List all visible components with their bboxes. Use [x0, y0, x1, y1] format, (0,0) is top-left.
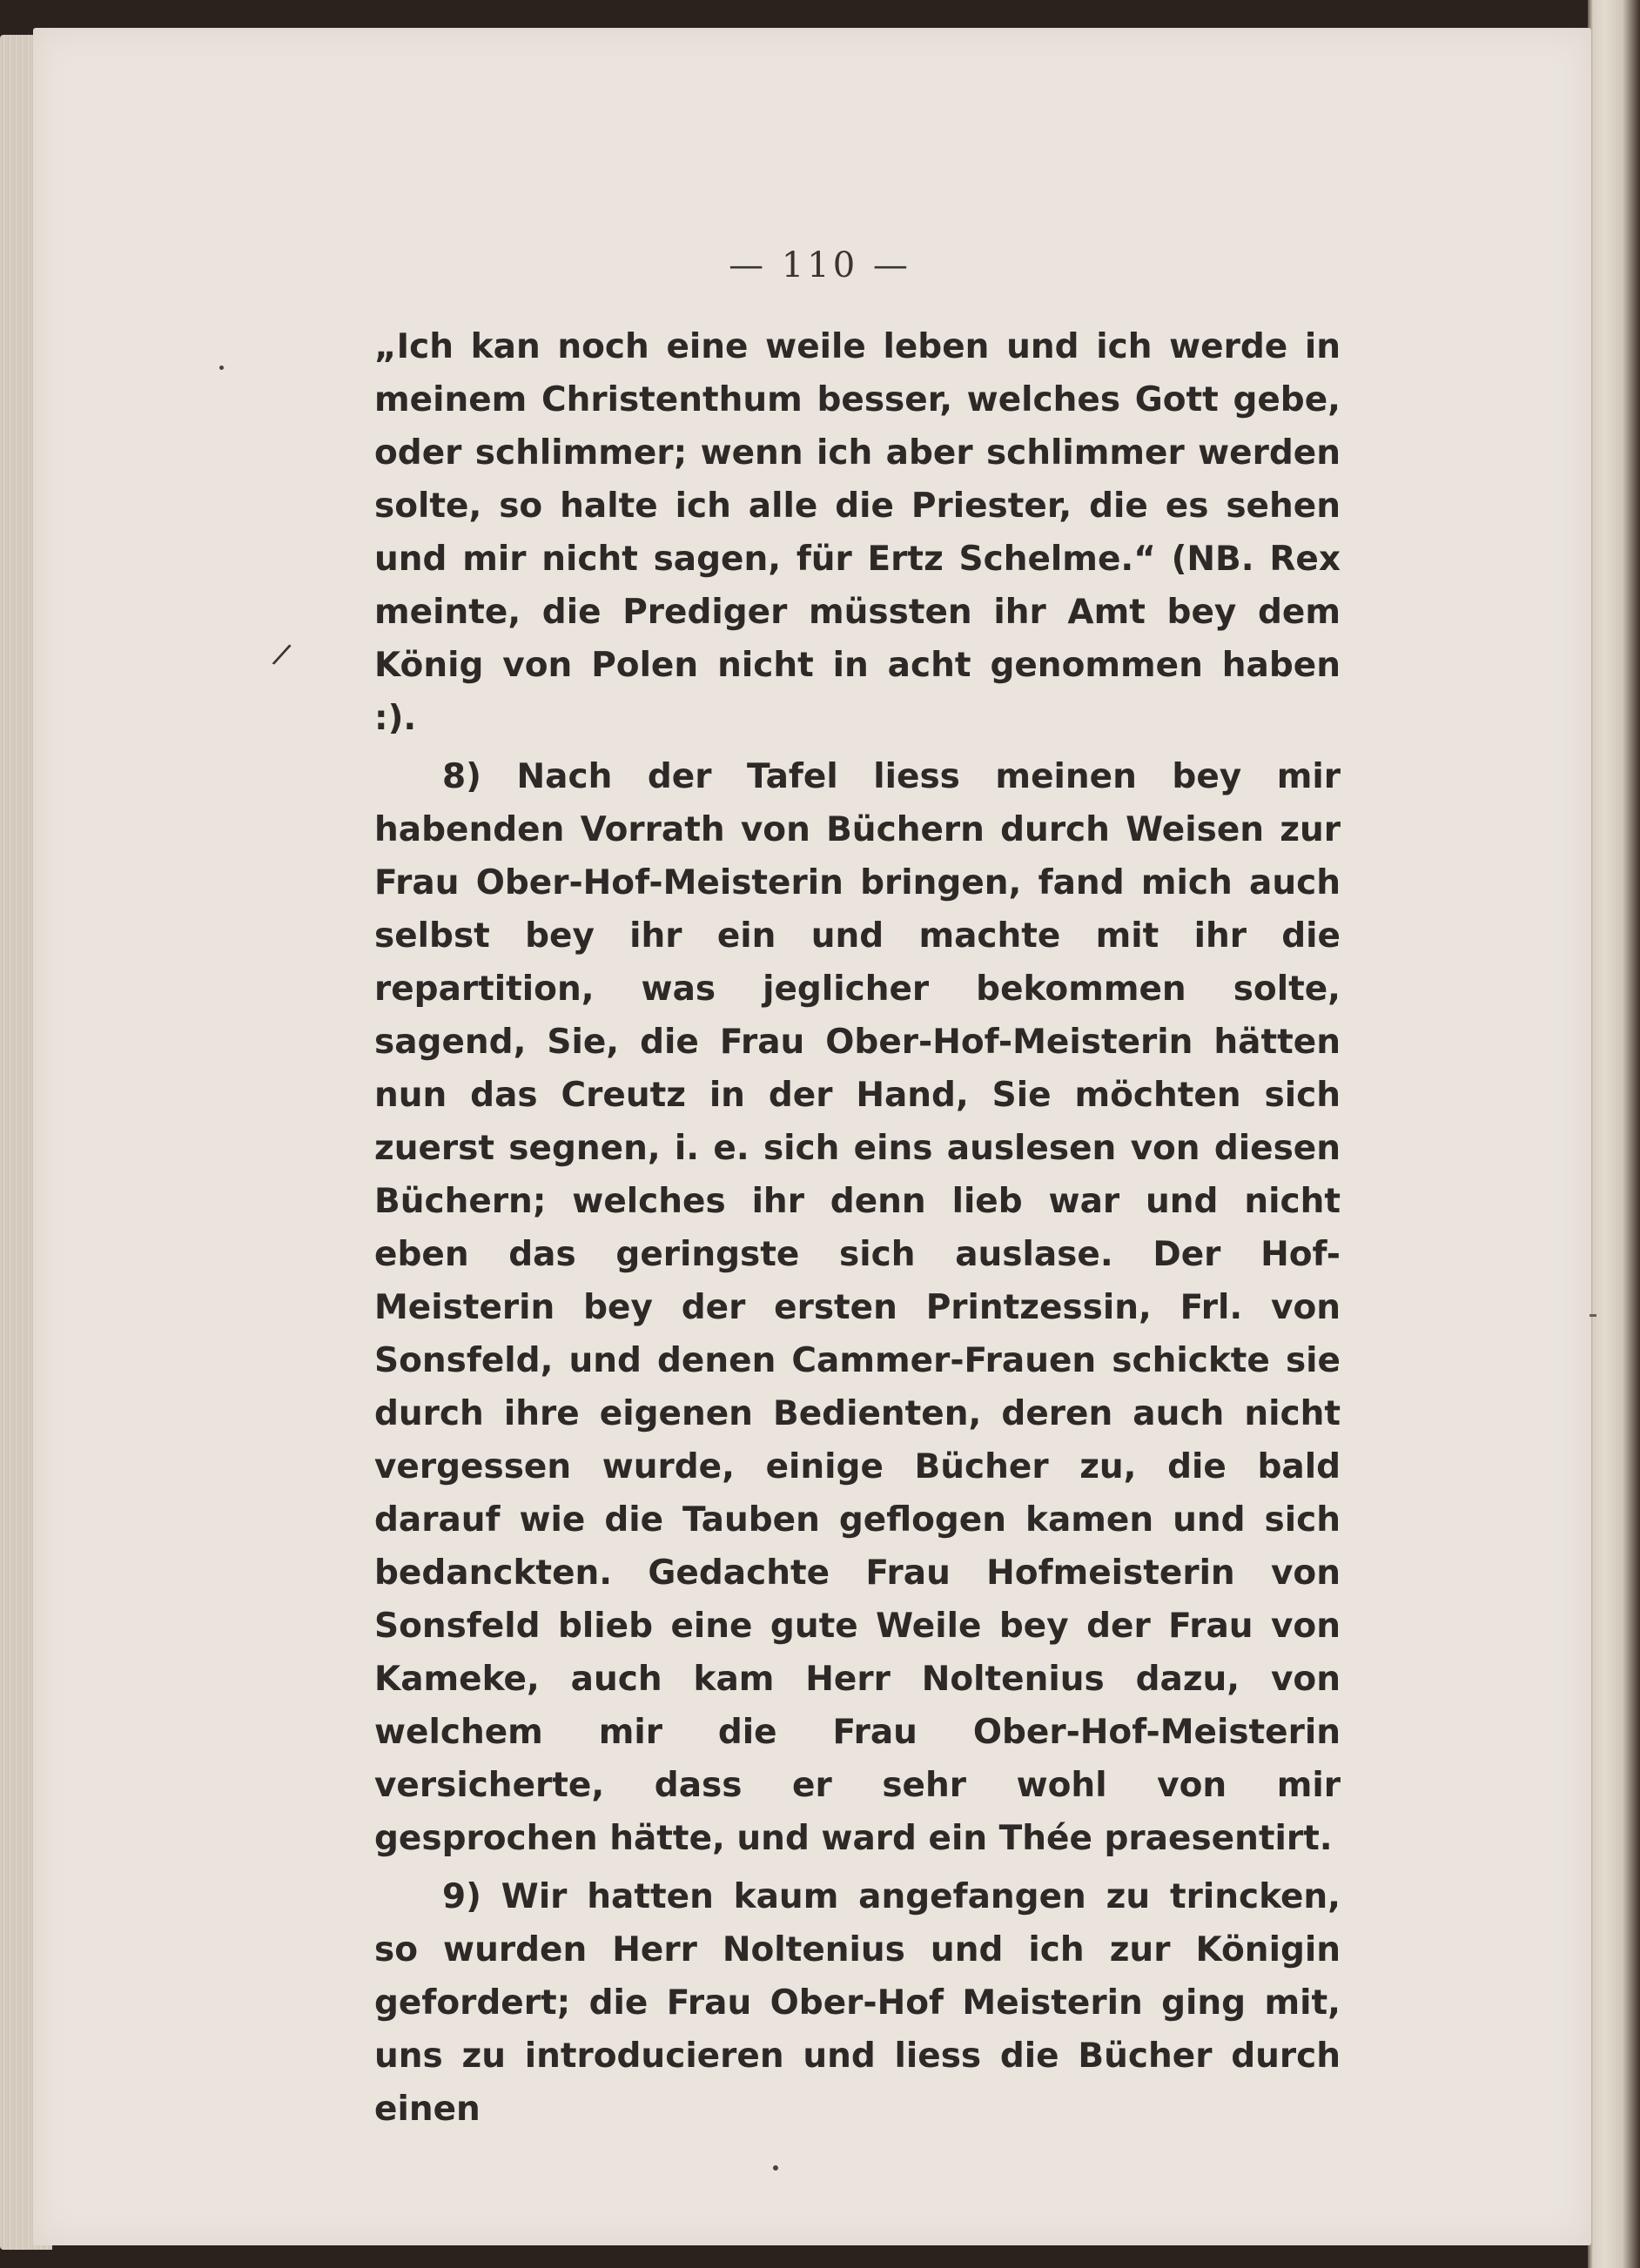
marginal-pencil-mark: /: [270, 636, 294, 673]
speck-bottom: [773, 2165, 778, 2171]
speck-right-edge: [1590, 1314, 1596, 1317]
specks-top-left: [219, 366, 224, 370]
paragraph-quote: „Ich kan noch eine weile leben und ich werde in meinem Christenthum besser, welches Gott gebe, oder schlimmer; wenn ich aber schlimmer werden solte, so halte ich alle die Priester, die es sehen und mir nicht sagen, für Ertz Schelme.“ (NB. Rex meinte, die Prediger müssten ihr Amt bey dem König von Polen nicht in acht genommen haben :).: [374, 327, 1341, 738]
page-number: — 110 —: [729, 245, 911, 285]
page-text-body: [374, 320, 1341, 2136]
paragraph-9: 9) Wir hatten kaum angefangen zu trincken, so wurden Herr Noltenius und ich zur Königin gefordert; die Frau Ober-Hof Meisterin ging mit, uns zu introducieren und liess die Bücher durch einen: [374, 1877, 1341, 2129]
paragraph-8: 8) Nach der Tafel liess meinen bey mir habenden Vorrath von Büchern durch Weisen zur Frau Ober-Hof-Meisterin bringen, fand mich auch selbst bey ihr ein und machte mit ihr die repartition, was jeglicher bekommen solte, sagend, Sie, die Frau Ober-Hof-Meisterin hätten nun das Creutz in der Hand, Sie möchten sich zuerst segnen, i. e. sich eins auslesen von diesen Büchern; welches ihr denn lieb war und nicht eben das geringste sich auslase. Der Hof-Meisterin bey der ersten Printzessin, Frl. von Sonsfeld, und denen Cammer-Frauen schickte sie durch ihre eigenen Bedienten, deren auch nicht vergessen wurde, einige Bücher zu, die bald darauf wie die Tauben geflogen kamen und sich bedanckten. Gedachte Frau Hofmeisterin von Sonsfeld blieb eine gute Weile bey der Frau von Kameke, auch kam Herr Noltenius dazu, von welchem mir die Frau Ober-Hof-Meisterin versicherte, dass er sehr wohl von mir gesprochen hätte, und ward ein Thée praesentirt.: [374, 757, 1341, 1858]
page-edge-right: [1588, 0, 1640, 2268]
